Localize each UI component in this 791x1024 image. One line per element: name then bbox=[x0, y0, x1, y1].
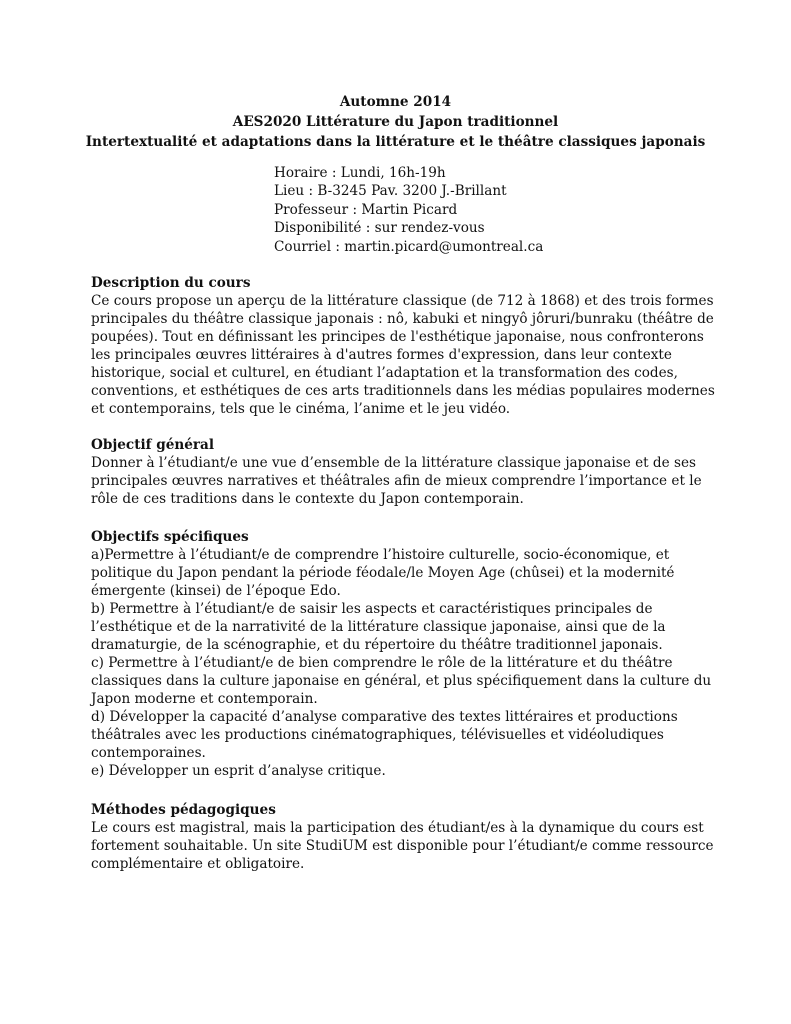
section-body bbox=[91, 546, 712, 780]
text-line: émergente (kinsei) de l’époque Edo. bbox=[91, 583, 341, 599]
text-line: conventions, et esthétiques de ces arts traditionnels dans les médias populaires modernes bbox=[91, 383, 715, 399]
location-line: Lieu : B-3245 Pav. 3200 J.-Brillant bbox=[274, 183, 507, 200]
course-subtitle: Intertextualité et adaptations dans la littérature et le théâtre classiques japonais bbox=[85, 134, 706, 150]
section-body bbox=[91, 292, 715, 418]
text-line: e) Développer un esprit d’analyse critique. bbox=[91, 763, 386, 779]
course-info-block bbox=[274, 164, 543, 256]
text-line: rôle de ces traditions dans le contexte du Japon contemporain. bbox=[91, 491, 524, 507]
text-line: a)Permettre à l’étudiant/e de comprendre l’histoire culturelle, socio-économique, et bbox=[91, 547, 670, 563]
text-line: historique, social et culturel, en étudiant l’adaptation et la transformation des codes, bbox=[91, 365, 678, 381]
section-heading: Description du cours bbox=[91, 275, 251, 291]
text-line: principales du théâtre classique japonais : nô, kabuki et ningyô jôruri/bunraku (théâtre de bbox=[91, 311, 714, 327]
schedule-line: Horaire : Lundi, 16h-19h bbox=[274, 165, 446, 181]
text-line: les principales œuvres littéraires à d'autres formes d'expression, dans leur contexte bbox=[91, 347, 672, 363]
text-line: fortement souhaitable. Un site StudiUM est disponible pour l’étudiant/e comme ressource bbox=[91, 838, 714, 854]
text-line: b) Permettre à l’étudiant/e de saisir les aspects et caractéristiques principales de bbox=[91, 601, 653, 617]
methodes-section bbox=[91, 801, 714, 873]
objectif-section bbox=[91, 436, 702, 508]
email-line: Courriel : martin.picard@umontreal.ca bbox=[274, 238, 544, 255]
text-line: Ce cours propose un aperçu de la littérature classique (de 712 à 1868) et des trois formes bbox=[91, 293, 714, 309]
text-line: théâtrales avec les productions cinématographiques, télévisuelles et vidéoludiques bbox=[91, 727, 664, 743]
specifiques-section bbox=[91, 528, 712, 780]
text-line: complémentaire et obligatoire. bbox=[91, 856, 305, 872]
text-line: principales œuvres narratives et théâtrales afin de mieux comprendre l’importance et le bbox=[91, 473, 702, 489]
text-line: politique du Japon pendant la période féodale/le Moyen Age (chûsei) et la modernité bbox=[91, 565, 675, 581]
text-line: Le cours est magistral, mais la participation des étudiant/es à la dynamique du cours est bbox=[91, 820, 704, 836]
text-line: Donner à l’étudiant/e une vue d’ensemble de la littérature classique japonaise et de ses bbox=[91, 455, 696, 471]
text-line: poupées). Tout en définissant les principes de l'esthétique japonaise, nous confronterons bbox=[91, 329, 704, 345]
professor-line: Professeur : Martin Picard bbox=[274, 201, 458, 218]
text-line: d) Développer la capacité d’analyse comparative des textes littéraires et productions bbox=[91, 709, 678, 725]
section-body bbox=[91, 819, 714, 873]
text-line: c) Permettre à l’étudiant/e de bien comprendre le rôle de la littérature et du théâtre bbox=[91, 655, 673, 671]
term-heading: Automne 2014 bbox=[339, 94, 452, 110]
text-line: dramaturgie, de la scénographie, et du répertoire du théâtre traditionnel japonais. bbox=[91, 637, 663, 653]
section-heading: Objectifs spécifiques bbox=[91, 529, 249, 545]
text-line: Japon moderne et contemporain. bbox=[91, 691, 318, 707]
text-line: contemporaines. bbox=[91, 745, 206, 761]
document-header bbox=[0, 92, 791, 152]
description-section bbox=[91, 274, 715, 418]
section-heading: Méthodes pédagogiques bbox=[91, 802, 276, 818]
text-line: et contemporains, tels que le cinéma, l’anime et le jeu vidéo. bbox=[91, 401, 511, 417]
text-line: l’esthétique et de la narrativité de la littérature classique japonaise, ainsi que de la bbox=[91, 619, 666, 635]
section-body bbox=[91, 454, 702, 508]
section-heading: Objectif général bbox=[91, 437, 215, 453]
course-title: AES2020 Littérature du Japon traditionnel bbox=[232, 114, 559, 130]
text-line: classiques dans la culture japonaise en général, et plus spécifiquement dans la culture du bbox=[91, 673, 712, 689]
availability-line: Disponibilité : sur rendez-vous bbox=[274, 220, 485, 237]
